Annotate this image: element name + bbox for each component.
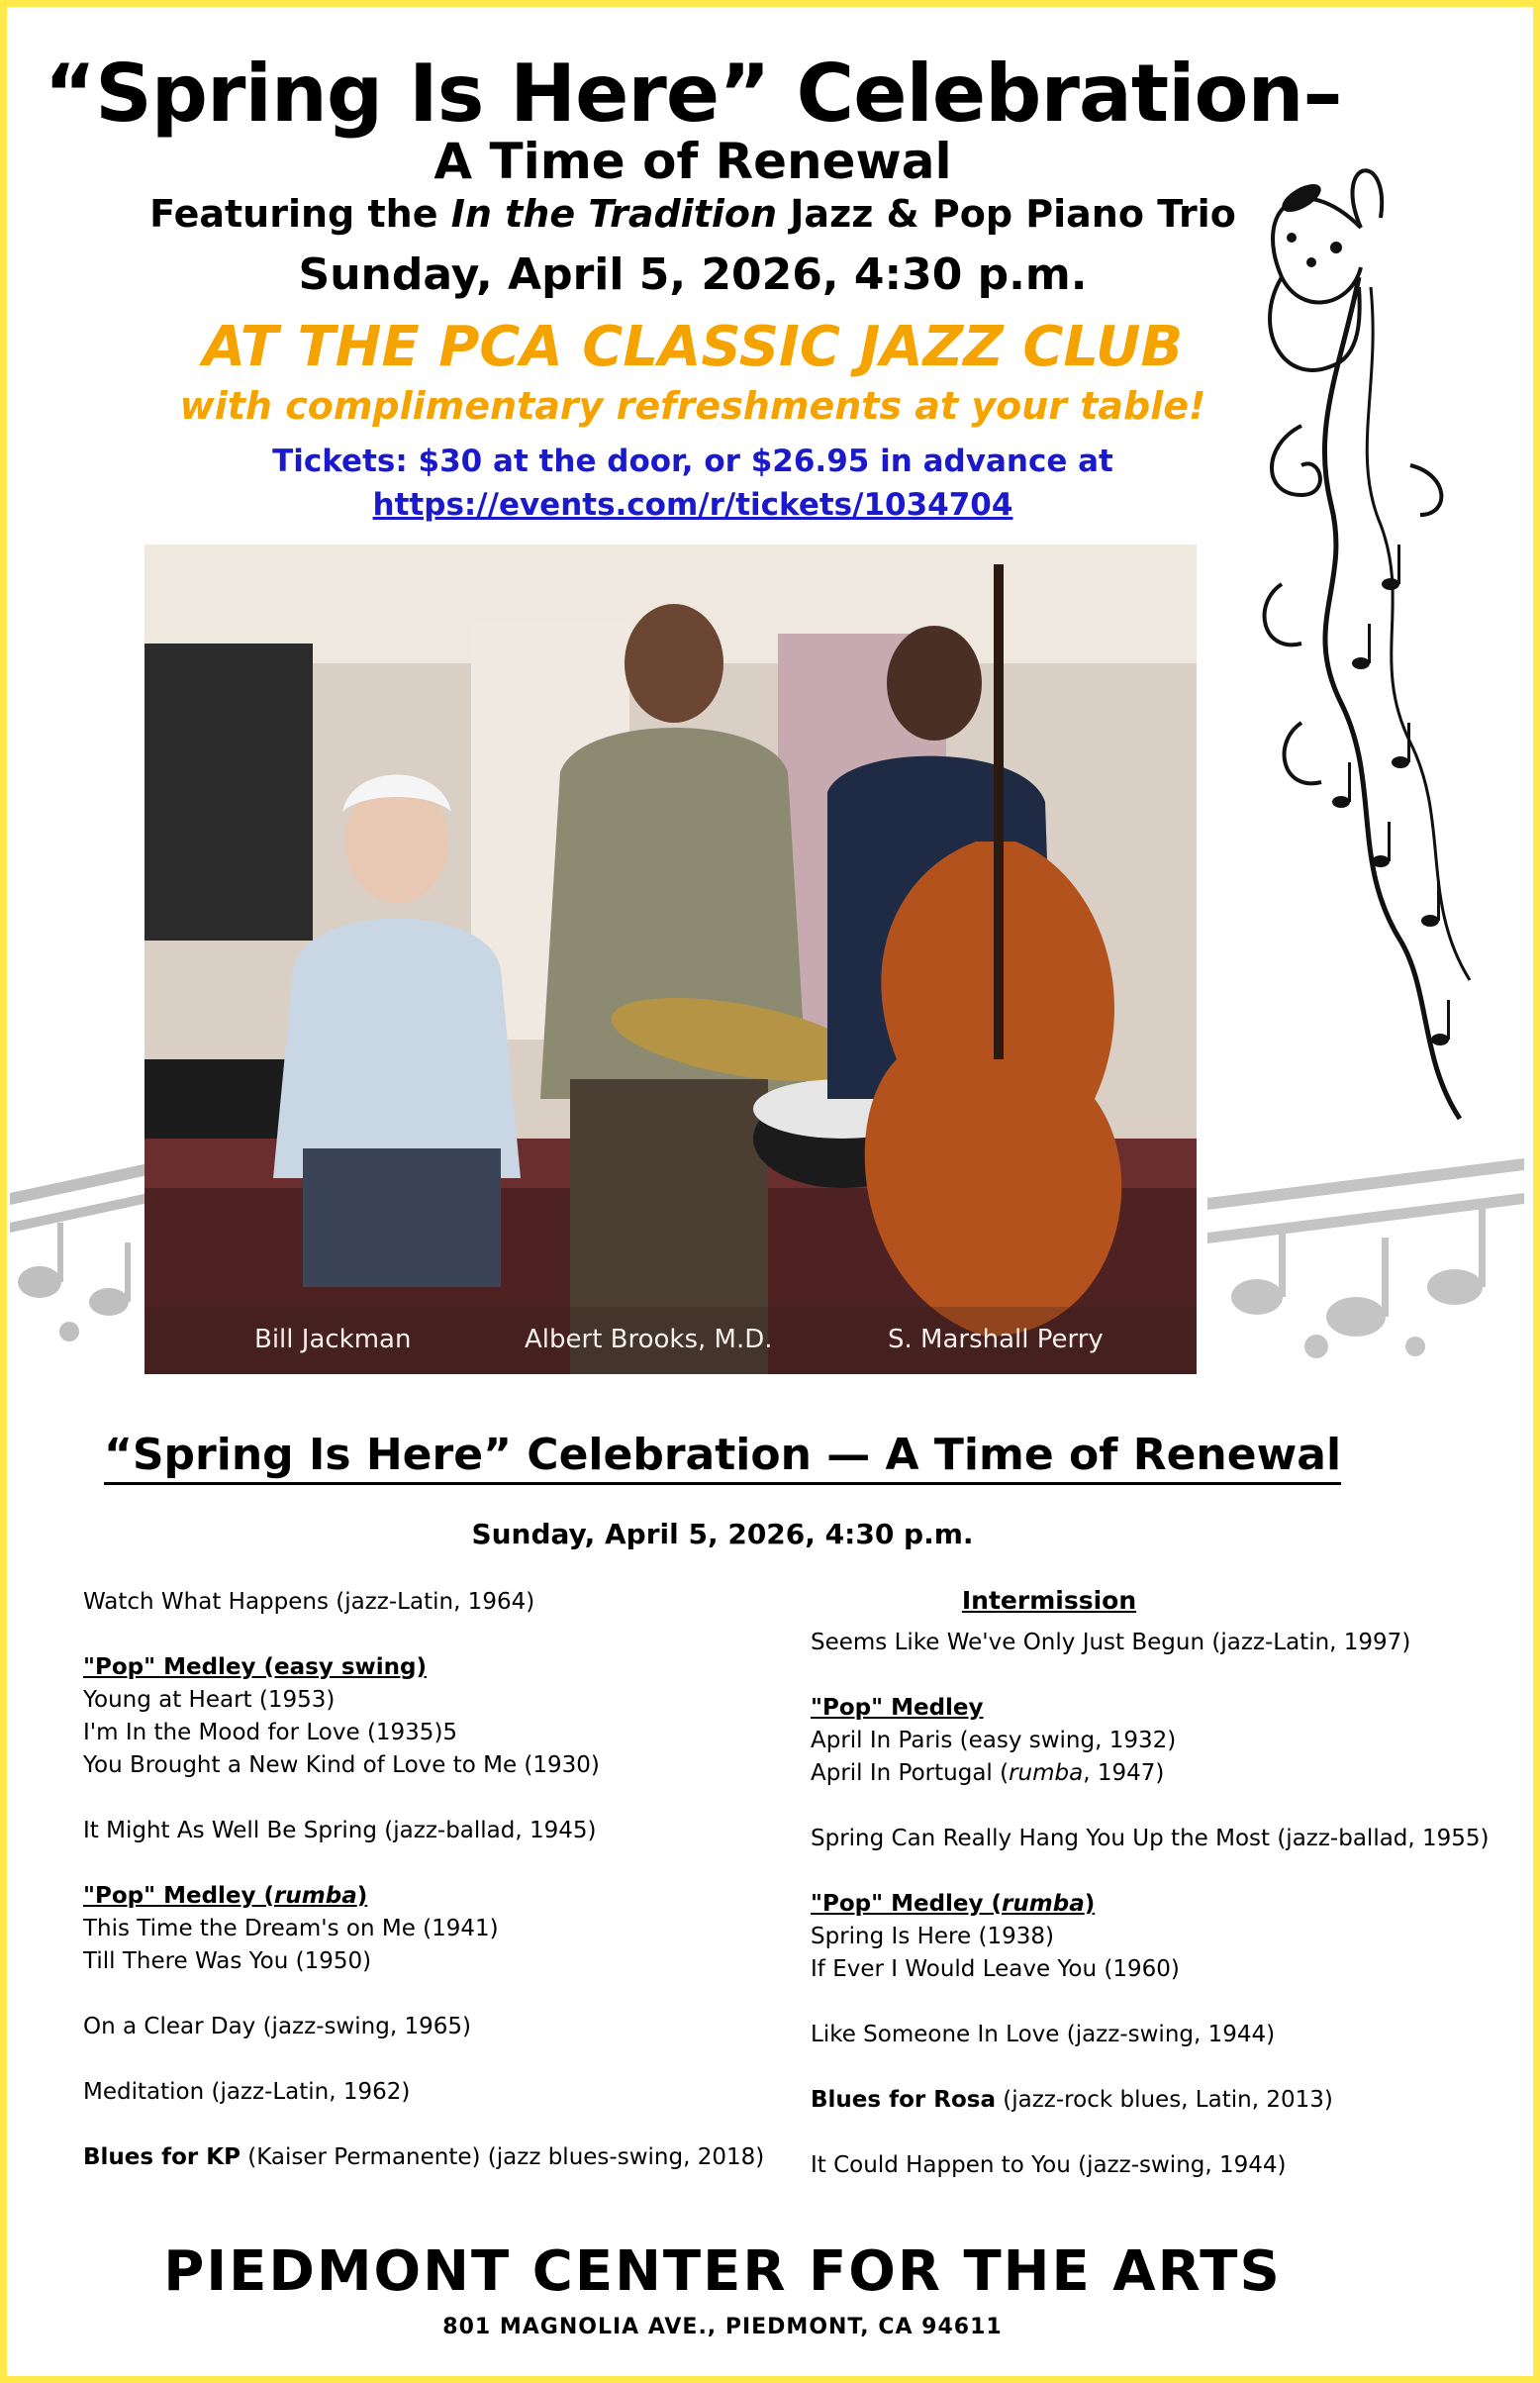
trio-photo xyxy=(144,545,1197,1374)
medley-song: Till There Was You (1950) xyxy=(83,1948,372,1974)
venue-banner: AT THE PCA CLASSIC JAZZ CLUB xyxy=(202,315,1184,379)
medley-song: I'm In the Mood for Love (1935)5 xyxy=(83,1720,458,1745)
set-item: Blues for KP (Kaiser Permanente) (jazz blues-swing, 2018) xyxy=(83,2144,765,2170)
set-item: Blues for Rosa (jazz-rock blues, Latin, 2013) xyxy=(811,2087,1333,2113)
set-item: Watch What Happens (jazz-Latin, 1964) xyxy=(83,1589,535,1615)
medley-song: April In Portugal (rumba, 1947) xyxy=(811,1760,1165,1786)
medley-song: You Brought a New Kind of Love to Me (1930) xyxy=(83,1752,600,1778)
featuring-prefix: Featuring the xyxy=(149,192,451,236)
program-right-column xyxy=(811,1584,1503,2182)
medley-title: "Pop" Medley (rumba) xyxy=(83,1883,368,1909)
set-item: It Could Happen to You (jazz-swing, 1944) xyxy=(811,2152,1287,2178)
refreshments-note: with complimentary refreshments at your table! xyxy=(179,384,1206,428)
organization-address: 801 MAGNOLIA AVE., PIEDMONT, CA 94611 xyxy=(442,2315,1003,2339)
medley-song: Young at Heart (1953) xyxy=(83,1687,336,1713)
set-item: Spring Can Really Hang You Up the Most (jazz-ballad, 1955) xyxy=(811,1826,1490,1851)
ticket-link[interactable]: https://events.com/r/tickets/1034704 xyxy=(372,487,1013,523)
event-date: Sunday, April 5, 2026, 4:30 p.m. xyxy=(298,249,1088,300)
program-left-column xyxy=(83,1586,776,2174)
ticket-link-line xyxy=(0,487,1386,523)
medley-title: "Pop" Medley (easy swing) xyxy=(83,1654,428,1680)
program-title: “Spring Is Here” Celebration — A Time of Renewal xyxy=(0,1430,1445,1480)
set-item: It Might As Well Be Spring (jazz-ballad, 1945) xyxy=(83,1818,597,1843)
music-notes-decoration-right xyxy=(1198,1139,1534,1366)
caption-albert-brooks: Albert Brooks, M.D. xyxy=(525,1325,773,1354)
butterfly-music-notes-illustration xyxy=(1242,168,1499,1139)
set-item: Seems Like We've Only Just Begun (jazz-Latin, 1997) xyxy=(811,1630,1411,1655)
set-item: Like Someone In Love (jazz-swing, 1944) xyxy=(811,2022,1276,2047)
flyer-title: “Spring Is Here” Celebration– xyxy=(44,48,1342,140)
caption-bill-jackman: Bill Jackman xyxy=(254,1325,412,1354)
organization-name: PIEDMONT CENTER FOR THE ARTS xyxy=(163,2239,1282,2304)
set-item: Meditation (jazz-Latin, 1962) xyxy=(83,2079,411,2105)
flyer-subtitle: A Time of Renewal xyxy=(433,133,952,190)
trio-name: In the Tradition xyxy=(450,192,778,236)
medley-song: If Ever I Would Leave You (1960) xyxy=(811,1956,1180,1982)
featuring-suffix: Jazz & Pop Piano Trio xyxy=(777,192,1236,236)
caption-s-marshall-perry: S. Marshall Perry xyxy=(888,1325,1104,1354)
featuring-line xyxy=(0,192,1386,236)
program-date: Sunday, April 5, 2026, 4:30 p.m. xyxy=(471,1518,974,1550)
tickets-info: Tickets: $30 at the door, or $26.95 in advance at xyxy=(272,444,1113,479)
medley-song: Spring Is Here (1938) xyxy=(811,1924,1054,1949)
medley-title: "Pop" Medley (rumba) xyxy=(811,1891,1096,1917)
intermission-label: Intermission xyxy=(961,1586,1137,1615)
set-item: On a Clear Day (jazz-swing, 1965) xyxy=(83,2014,471,2039)
medley-title: "Pop" Medley xyxy=(811,1695,984,1721)
medley-song: This Time the Dream's on Me (1941) xyxy=(83,1916,499,1941)
music-notes-decoration-left xyxy=(0,1153,158,1351)
medley-song: April In Paris (easy swing, 1932) xyxy=(811,1728,1177,1753)
